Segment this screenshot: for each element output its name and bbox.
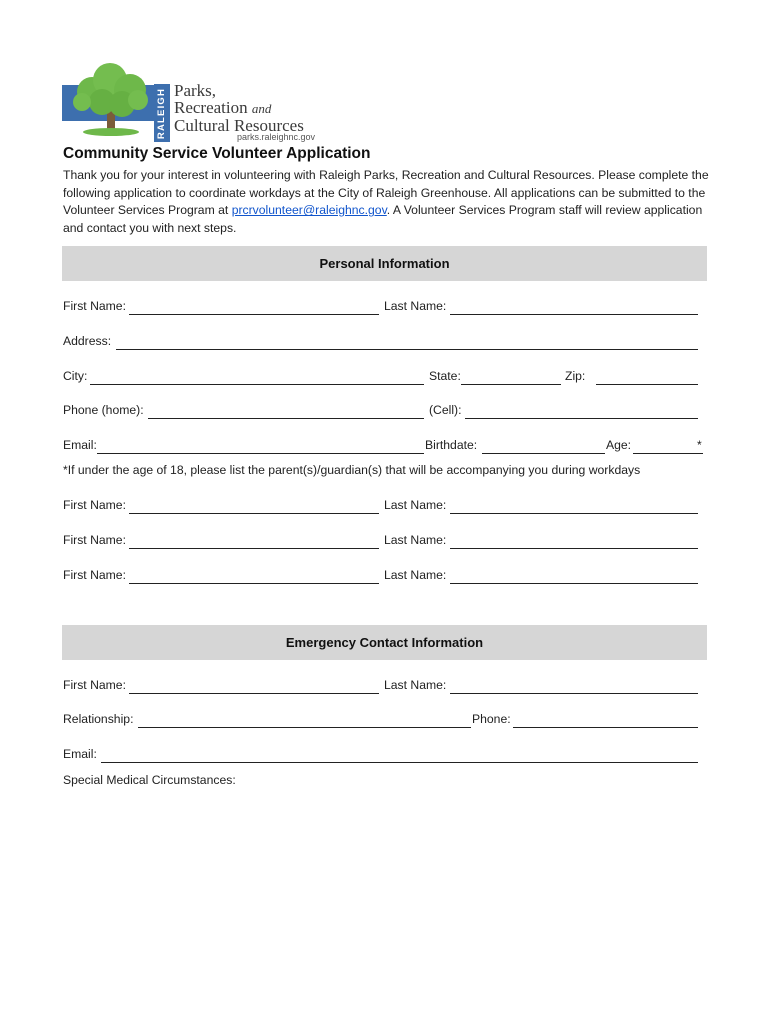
guardian-1-first-name-field[interactable]	[129, 513, 379, 514]
state-field[interactable]	[461, 384, 561, 385]
special-medical-label: Special Medical Circumstances:	[63, 773, 236, 787]
logo-line-cultural: Cultural Resources	[174, 116, 304, 135]
city-label: City:	[63, 369, 88, 383]
logo-brand-text	[174, 82, 304, 134]
emergency-email-row	[63, 747, 708, 765]
cell-field[interactable]	[465, 418, 698, 419]
age-label: Age:	[606, 438, 632, 452]
zip-label: Zip:	[565, 369, 586, 383]
logo-raleigh-text: RALEIGH	[156, 87, 168, 139]
guardian-note: *If under the age of 18, please list the parent(s)/guardian(s) that will be accompanying you during workdays	[63, 463, 641, 477]
emergency-email-label: Email:	[63, 747, 97, 761]
last-name-label: Last Name:	[384, 299, 447, 313]
relationship-phone-row	[63, 712, 708, 730]
logo-recreation-word: Recreation	[174, 98, 248, 117]
birthdate-label: Birthdate:	[425, 438, 478, 452]
birthdate-field[interactable]	[482, 453, 605, 454]
volunteer-email-link[interactable]: prcrvolunteer@raleighnc.gov	[231, 203, 387, 218]
phone-home-field[interactable]	[148, 418, 424, 419]
state-label: State:	[429, 369, 461, 383]
phone-row	[63, 403, 708, 421]
guardian-row-2	[63, 533, 708, 551]
logo-line-parks: Parks,	[174, 81, 217, 100]
personal-info-header: Personal Information	[62, 246, 707, 281]
address-row	[63, 334, 708, 352]
city-state-zip-row	[63, 369, 708, 387]
intro-text-after: . A Volunteer Services Program staff will review application and contact you with next steps.	[63, 203, 703, 235]
guardian-1-last-name-label: Last Name:	[384, 498, 447, 512]
emergency-name-row	[63, 678, 708, 696]
guardian-1-first-name-label: First Name:	[63, 498, 126, 512]
emergency-first-name-label: First Name:	[63, 678, 126, 692]
guardian-2-last-name-label: Last Name:	[384, 533, 447, 547]
city-field[interactable]	[90, 384, 424, 385]
guardian-2-first-name-field[interactable]	[129, 548, 379, 549]
emergency-email-field[interactable]	[101, 762, 698, 763]
guardian-row-1	[63, 498, 708, 516]
emergency-contact-header: Emergency Contact Information	[62, 625, 707, 660]
guardian-2-first-name-label: First Name:	[63, 533, 126, 547]
zip-field[interactable]	[596, 384, 698, 385]
logo-vertical-bar	[154, 84, 170, 142]
guardian-3-first-name-label: First Name:	[63, 568, 126, 582]
relationship-field[interactable]	[138, 727, 471, 728]
emergency-phone-label: Phone:	[472, 712, 511, 726]
age-asterisk: *	[697, 438, 702, 452]
email-field[interactable]	[97, 453, 424, 454]
guardian-2-last-name-field[interactable]	[450, 548, 698, 549]
tree-icon	[68, 62, 154, 142]
intro-paragraph	[63, 167, 713, 237]
logo-line-recreation	[174, 99, 304, 117]
personal-name-row	[63, 299, 708, 317]
guardian-3-last-name-field[interactable]	[450, 583, 698, 584]
guardian-row-3	[63, 568, 708, 586]
logo-url: parks.raleighnc.gov	[237, 132, 316, 142]
phone-home-label: Phone (home):	[63, 403, 144, 417]
emergency-last-name-label: Last Name:	[384, 678, 447, 692]
email-label: Email:	[63, 438, 97, 452]
raleigh-parks-logo	[62, 62, 322, 146]
emergency-phone-field[interactable]	[513, 727, 698, 728]
emergency-first-name-field[interactable]	[129, 693, 379, 694]
age-field[interactable]	[633, 453, 703, 454]
first-name-field[interactable]	[129, 314, 379, 315]
intro-text-before: Thank you for your interest in volunteering with Raleigh Parks, Recreation and Cultural Resources. Please complete the following application to coordinate workdays at the City of Raleigh Greenhouse. All applications can be submitted to the Volunteer Services Program at	[63, 168, 709, 218]
relationship-label: Relationship:	[63, 712, 134, 726]
address-label: Address:	[63, 334, 112, 348]
emergency-last-name-field[interactable]	[450, 693, 698, 694]
guardian-3-first-name-field[interactable]	[129, 583, 379, 584]
guardian-3-last-name-label: Last Name:	[384, 568, 447, 582]
last-name-field[interactable]	[450, 314, 698, 315]
logo-and-word: and	[251, 101, 272, 116]
address-field[interactable]	[116, 349, 698, 350]
guardian-1-last-name-field[interactable]	[450, 513, 698, 514]
first-name-label: First Name:	[63, 299, 126, 313]
email-birthdate-age-row	[63, 438, 708, 456]
cell-label: (Cell):	[429, 403, 462, 417]
page-title: Community Service Volunteer Application	[63, 145, 371, 162]
